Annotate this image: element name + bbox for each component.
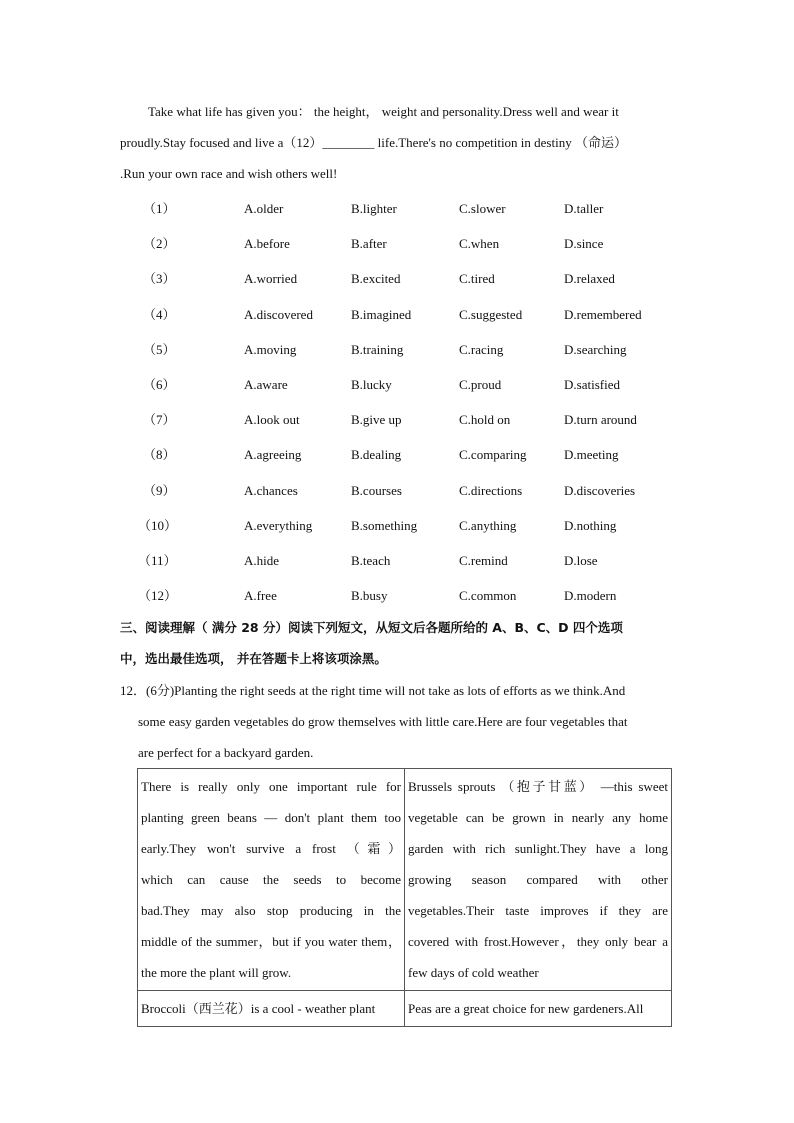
option-d: D.satisfied [564,376,620,392]
question-number: （8） [143,447,176,463]
option-a: A.before [244,236,290,252]
option-c: C.slower [459,201,506,216]
table-row [138,769,672,991]
option-a: A.moving [244,341,297,357]
cell-line: bad.They may also stop producing in the [141,903,401,918]
option-a: A.look out [244,412,300,428]
option-b: B.teach [351,552,391,568]
option-row [120,261,680,296]
option-a: A.discovered [244,306,313,322]
option-b: B.excited [351,271,401,287]
cell-line: Broccoli（西兰花）is a cool - weather plant [141,1001,376,1016]
option-row [120,367,680,402]
option-c: C.suggested [459,306,523,322]
option-d: D.lose [564,552,598,568]
cell-line: growing season compared with other [408,872,668,887]
question-number: （4） [143,306,176,322]
option-c: C.common [459,588,517,604]
question-number: （5） [143,341,176,357]
cell-line: middle of the summer，but if you water them， [141,934,401,949]
cell-line: garden with rich sunlight.They have a long [408,841,668,856]
option-d: D.since [564,236,604,252]
vegetables-table [137,768,672,1027]
option-d: D.remembered [564,306,642,322]
question-number: （11） [138,552,177,568]
paragraph-line: proudly.Stay focused and live a（12）________ life.There's no competition in destiny （命运） [120,135,627,150]
section-heading [120,612,680,674]
option-c: C.tired [459,271,495,287]
question-number: （2） [143,236,176,252]
option-b: B.busy [351,588,388,604]
options-list [120,191,680,613]
option-d: D.relaxed [564,271,615,287]
option-a: A.agreeing [244,447,302,463]
option-a: A.chances [244,482,298,498]
option-row [120,437,680,472]
option-b: B.imagined [351,306,412,322]
option-b: B.after [351,236,387,252]
cell-line: which can cause the seeds to become [141,872,401,887]
option-a: A.older [244,201,284,216]
option-d: D.nothing [564,517,617,533]
cell-line: vegetables.Their taste improves if they are [408,903,668,918]
question-number: （3） [143,271,176,287]
option-row [120,297,680,332]
cell-line: few days of cold weather [408,965,539,980]
question-number: （1） [143,201,176,216]
section-heading-line: 三、阅读理解（ 满分 28 分）阅读下列短文，从短文后各题所给的 A、B、C、D 四个选项 [120,620,623,635]
option-d: D.meeting [564,447,619,463]
option-a: A.aware [244,376,288,392]
cell-line: There is really only one important rule for [141,779,401,794]
paragraph-line: .Run your own race and wish others well! [120,166,338,181]
intro-paragraph [120,96,674,189]
option-d: D.turn around [564,412,637,428]
question-line: are perfect for a backyard garden. [138,745,314,760]
option-b: B.lighter [351,201,397,216]
cell-peas [405,991,672,1027]
option-row [120,191,680,226]
option-d: D.modern [564,588,617,604]
option-row [120,332,680,367]
option-c: C.anything [459,517,517,533]
question-number: （9） [143,482,176,498]
option-c: C.when [459,236,500,252]
option-d: D.discoveries [564,482,636,498]
option-b: B.give up [351,412,402,428]
option-a: A.everything [244,517,313,533]
option-row [120,402,680,437]
option-c: C.comparing [459,447,527,463]
cell-green-beans [138,769,405,991]
option-c: C.remind [459,552,508,568]
cell-line: covered with frost.However，they only bear a [408,934,668,949]
cell-line: planting green beans — don't plant them too [141,810,401,825]
option-row [120,508,680,543]
table-row [138,991,672,1027]
option-b: B.training [351,341,404,357]
cell-broccoli [138,991,405,1027]
question-12-intro [120,675,680,768]
option-row [120,473,680,508]
option-c: C.proud [459,376,502,392]
option-c: C.directions [459,482,523,498]
option-c: C.racing [459,341,504,357]
cell-line: vegetable can be grown in nearly any home [408,810,668,825]
cell-line: early.They won't survive a frost （霜） [141,841,401,856]
option-row [120,226,680,261]
option-b: B.dealing [351,447,402,463]
option-b: B.courses [351,482,402,498]
question-number: （12） [138,588,178,604]
option-b: B.something [351,517,418,533]
option-b: B.lucky [351,376,392,392]
section-heading-line: 中，选出最佳选项， 并在答题卡上将该项涂黑。 [120,651,387,666]
option-c: C.hold on [459,412,511,428]
paragraph-line: Take what life has given you： the height， weight and personality.Dress well and wear it [148,104,619,119]
cell-line: Peas are a great choice for new gardeners.All [408,1001,644,1016]
cell-line: Brussels sprouts （抱子甘蓝） —this sweet [408,779,668,794]
option-d: D.taller [564,201,604,216]
option-row [120,543,680,578]
question-number: （7） [143,412,176,428]
option-a: A.hide [244,552,280,568]
option-d: D.searching [564,341,627,357]
question-number: （6） [143,376,176,392]
question-line: some easy garden vegetables do grow themselves with little care.Here are four vegetables that [138,714,628,729]
option-row [120,578,680,613]
option-a: A.free [244,588,277,604]
question-number: （10） [138,517,178,533]
option-a: A.worried [244,271,298,287]
cell-brussels-sprouts [405,769,672,991]
question-line: 12．(6分)Planting the right seeds at the right time will not take as lots of efforts as we think.And [120,683,626,698]
cell-line: the more the plant will grow. [141,965,292,980]
